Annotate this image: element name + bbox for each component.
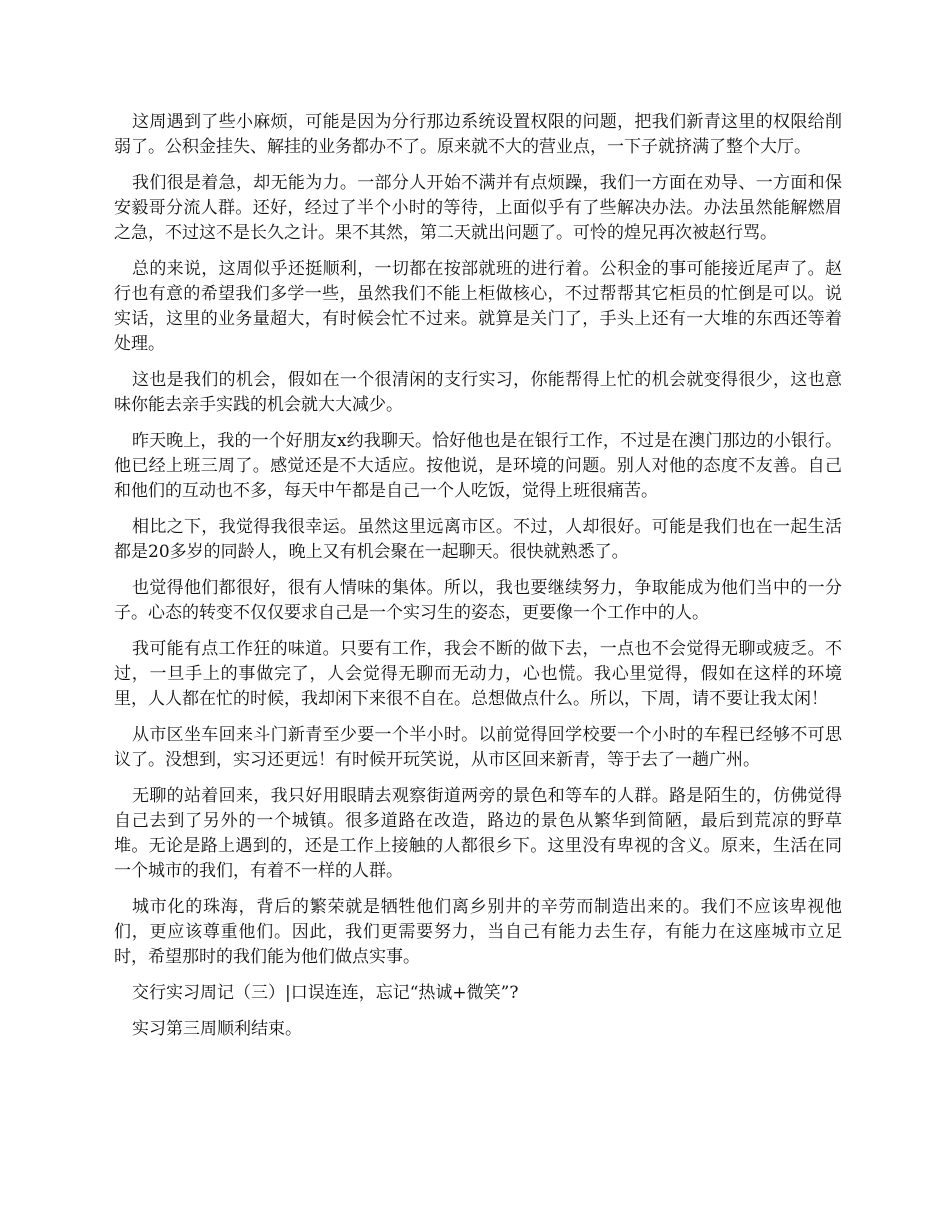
paragraph-11: 城市化的珠海，背后的繁荣就是牺牲他们离乡别井的辛劳而制造出来的。我们不应该卑视他们，更应该尊重他们。因此，我们更需要努力，当自己有能力去生存，有能力在这座城市立足时，希望那时的我们能为他们做点实事。: [114, 897, 842, 967]
paragraph-7: 也觉得他们都很好，很有人情味的集体。所以，我也要继续努力，争取能成为他们当中的一分子。心态的转变不仅仅要求自己是一个实习生的姿态，更要像一个工作中的人。: [114, 578, 842, 623]
paragraph-3: 总的来说，这周似乎还挺顺利，一切都在按部就班的进行着。公积金的事可能接近尾声了。赵行也有意的希望我们多学一些，虽然我们不能上柜做核心，不过帮帮其它柜员的忙倒是可以。说实话，这里的业务量超大，有时候会忙不过来。就算是关门了，手头上还有一大堆的东西还等着处理。: [114, 259, 842, 354]
paragraph-6: 相比之下，我觉得我很幸运。虽然这里远离市区。不过，人却很好。可能是我们也在一起生活都是20多岁的同龄人，晚上又有机会聚在一起聊天。很快就熟悉了。: [114, 517, 842, 562]
paragraph-9: 从市区坐车回来斗门新青至少要一个半小时。以前觉得回学校要一个小时的车程已经够不可思议了。没想到，实习还更远！有时候开玩笑说，从市区回来新青，等于去了一趟广州。: [114, 725, 842, 770]
paragraph-1: 这周遇到了些小麻烦，可能是因为分行那边系统设置权限的问题，把我们新青这里的权限给削弱了。公积金挂失、解挂的业务都办不了。原来就不大的营业点，一下子就挤满了整个大厅。: [114, 112, 842, 157]
paragraph-4: 这也是我们的机会，假如在一个很清闲的支行实习，你能帮得上忙的机会就变得很少，这也意味你能去亲手实践的机会就大大减少。: [114, 370, 842, 415]
paragraph-2: 我们很是着急，却无能为力。一部分人开始不满并有点烦躁，我们一方面在劝导、一方面和保安毅哥分流人群。还好，经过了半个小时的等待，上面似乎有了些解决办法。办法虽然能解燃眉之急，不过这不是长久之计。果不其然，第二天就出问题了。可怜的煌兄再次被赵行骂。: [114, 173, 842, 243]
section-heading: 交行实习周记（三）|口误连连，忘记“热诚+微笑”?: [132, 983, 519, 1003]
document-body: [114, 110, 842, 1053]
paragraph-10: 无聊的站着回来，我只好用眼睛去观察街道两旁的景色和等车的人群。路是陌生的，仿佛觉得自己去到了另外的一个城镇。很多道路在改造，路边的景色从繁华到简陋，最后到荒凉的野草堆。无论是路上遇到的，还是工作上接触的人都很乡下。这里没有卑视的含义。原来，生活在同一个城市的我们，有着不一样的人群。: [114, 786, 842, 881]
paragraph-8: 我可能有点工作狂的味道。只要有工作，我会不断的做下去，一点也不会觉得无聊或疲乏。不过，一旦手上的事做完了，人会觉得无聊而无动力，心也慌。我心里觉得，假如在这样的环境里，人人都在忙的时候，我却闲下来很不自在。总想做点什么。所以，下周，请不要让我太闲！: [114, 639, 842, 709]
paragraph-5: 昨天晚上，我的一个好朋友x约我聊天。恰好他也是在银行工作，不过是在澳门那边的小银行。他已经上班三周了。感觉还是不大适应。按他说，是环境的问题。别人对他的态度不友善。自己和他们的互动也不多，每天中午都是自己一个人吃饭，觉得上班很痛苦。: [114, 431, 842, 501]
paragraph-13: 实习第三周顺利结束。: [132, 1019, 302, 1039]
